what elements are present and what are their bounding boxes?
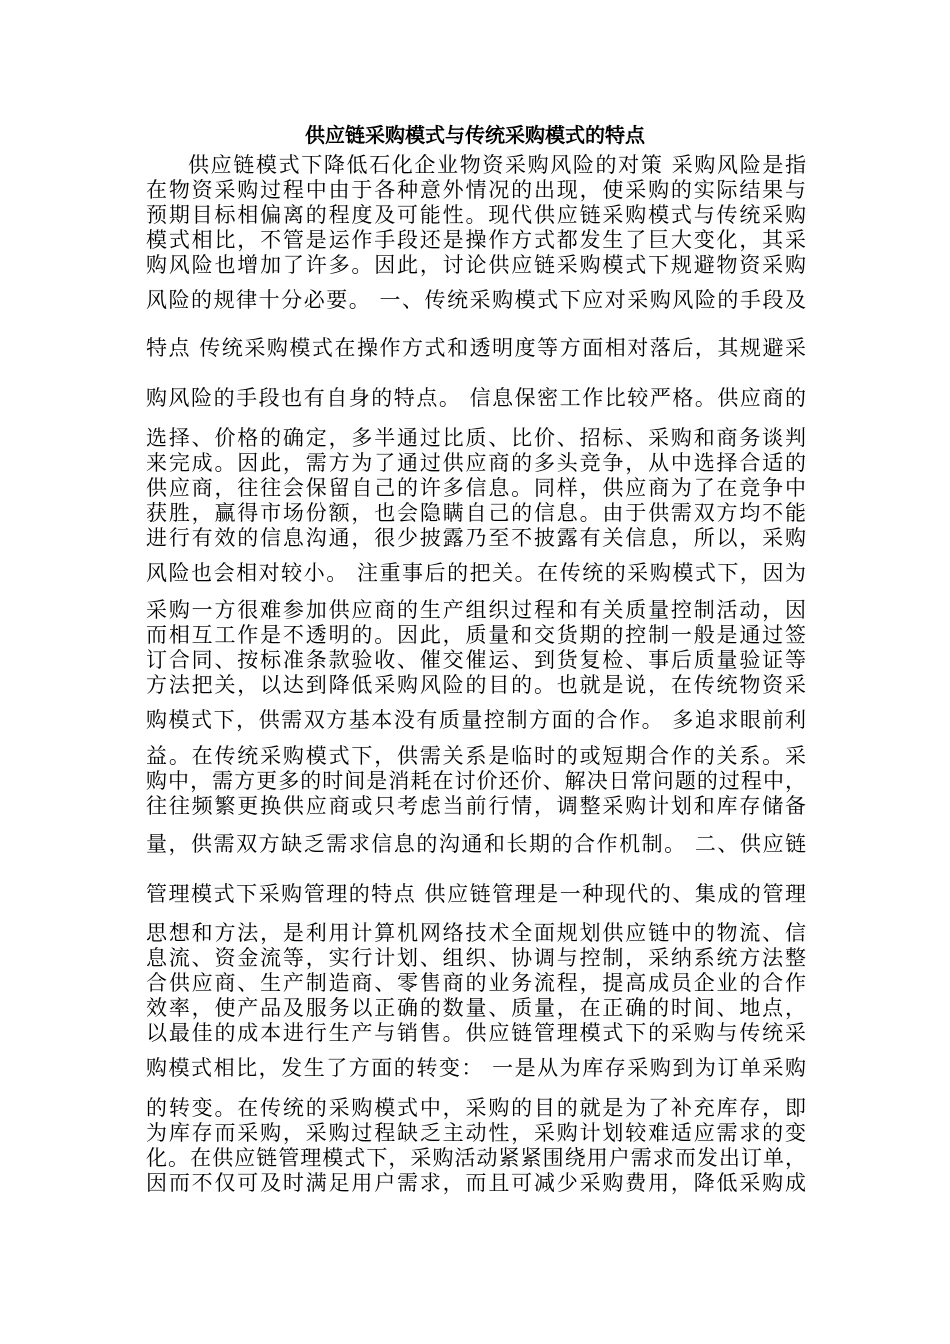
body-line: 供应链模式下降低石化企业物资采购风险的对策 采购风险是指 — [188, 153, 806, 177]
body-line: 购风险的手段也有自身的特点。 信息保密工作比较严格。供应商的 — [146, 386, 806, 410]
body-line: 在物资采购过程中由于各种意外情况的出现，使采购的实际结果与 — [146, 178, 806, 202]
body-line: 特点 传统采购模式在操作方式和透明度等方面相对落后，其规避采 — [146, 336, 806, 360]
body-line: 获胜，赢得市场份额，也会隐瞒自己的信息。由于供需双方均不能 — [146, 501, 806, 525]
document-title: 供应链采购模式与传统采购模式的特点 — [305, 123, 645, 147]
body-line: 风险的规律十分必要。 一、传统采购模式下应对采购风险的手段及 — [146, 288, 806, 312]
body-line: 而相互工作是不透明的。因此，质量和交货期的控制一般是通过签 — [146, 623, 806, 647]
body-line: 管理模式下采购管理的特点 供应链管理是一种现代的、集成的管理 — [146, 882, 806, 906]
body-line: 订合同、按标准条款验收、催交催运、到货复检、事后质量验证等 — [146, 648, 806, 672]
body-line: 息流、资金流等，实行计划、组织、协调与控制，采纳系统方法整 — [146, 946, 806, 970]
body-line: 购中，需方更多的时间是消耗在讨价还价、解决日常问题的过程中， — [146, 769, 806, 793]
body-line: 往往频繁更换供应商或只考虑当前行情，调整采购计划和库存储备 — [146, 794, 806, 818]
body-line: 购模式相比，发生了方面的转变： 一是从为库存采购到为订单采购 — [146, 1056, 806, 1080]
body-line: 来完成。因此，需方为了通过供应商的多头竞争，从中选择合适的 — [146, 451, 806, 475]
body-line: 思想和方法，是利用计算机网络技术全面规划供应链中的物流、信 — [146, 921, 806, 945]
body-line: 因而不仅可及时满足用户需求，而且可减少采购费用，降低采购成 — [146, 1171, 806, 1195]
body-line: 以最佳的成本进行生产与销售。供应链管理模式下的采购与传统采 — [146, 1021, 806, 1045]
body-line: 效率，使产品及服务以正确的数量、质量，在正确的时间、地点， — [146, 996, 806, 1020]
body-line: 风险也会相对较小。 注重事后的把关。在传统的采购模式下，因为 — [146, 561, 806, 585]
body-line: 合供应商、生产制造商、零售商的业务流程，提高成员企业的合作 — [146, 971, 806, 995]
body-line: 进行有效的信息沟通，很少披露乃至不披露有关信息，所以，采购 — [146, 526, 806, 550]
body-line: 供应商，往往会保留自己的许多信息。同样，供应商为了在竞争中 — [146, 476, 806, 500]
body-line: 为库存而采购，采购过程缺乏主动性，采购计划较难适应需求的变 — [146, 1121, 806, 1145]
body-line: 购风险也增加了许多。因此，讨论供应链采购模式下规避物资采购 — [146, 253, 806, 277]
body-line: 采购一方很难参加供应商的生产组织过程和有关质量控制活动，因 — [146, 598, 806, 622]
body-line: 化。在供应链管理模式下，采购活动紧紧围绕用户需求而发出订单， — [146, 1146, 806, 1170]
body-line: 益。在传统采购模式下，供需关系是临时的或短期合作的关系。采 — [146, 744, 806, 768]
body-line: 的转变。在传统的采购模式中，采购的目的就是为了补充库存，即 — [146, 1096, 806, 1120]
body-line: 量，供需双方缺乏需求信息的沟通和长期的合作机制。 二、供应链 — [146, 832, 806, 856]
body-line: 选择、价格的确定，多半通过比质、比价、招标、采购和商务谈判 — [146, 426, 806, 450]
body-line: 模式相比，不管是运作手段还是操作方式都发生了巨大变化，其采 — [146, 228, 806, 252]
body-line: 方法把关，以达到降低采购风险的目的。也就是说，在传统物资采 — [146, 673, 806, 697]
body-line: 预期目标相偏离的程度及可能性。现代供应链采购模式与传统采购 — [146, 203, 806, 227]
body-line: 购模式下，供需双方基本没有质量控制方面的合作。 多追求眼前利 — [146, 708, 806, 732]
